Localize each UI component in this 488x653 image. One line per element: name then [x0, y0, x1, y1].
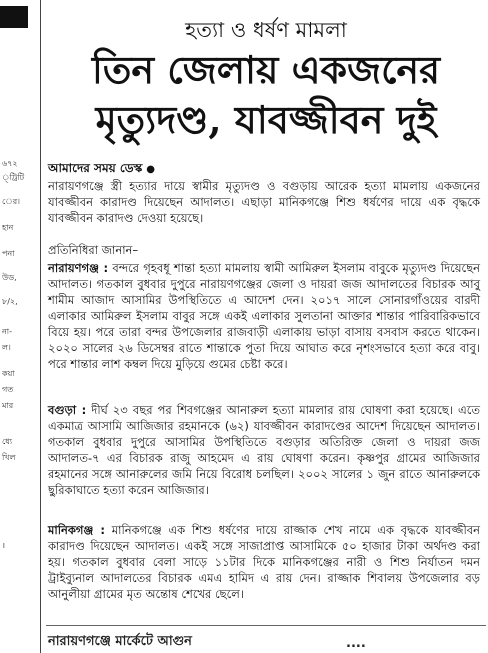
narayanganj-paragraph — [48, 260, 480, 372]
news-article — [46, 0, 486, 653]
intro-paragraph: নারায়ণগঞ্জে স্ত্রী হত্যার দায়ে স্বামীর মৃত্যুদণ্ড ও বগুড়ায় আরেক হত্যা মামলায় একজনের যাবজ্জীবন কারাদণ্ড দিয়েছেন আদালত। এছাড়া মানিকগঞ্জে শিশু ধর্ষণের দায়ে এক বৃদ্ধকে যাবজ্জীবন কারাদণ্ড দেওয়া হয়েছে। — [48, 179, 480, 225]
adjacent-fragment: ল। — [2, 343, 11, 352]
adjacent-fragment: গত — [2, 385, 14, 394]
next-article-headline: নারায়ণগঞ্জে মার্কেটে আগুন — [48, 634, 192, 649]
byline — [48, 160, 155, 180]
adjacent-fragment: ৬৭২ — [2, 159, 18, 168]
adjacent-column-strip — [0, 0, 41, 653]
adjacent-fragment: উড, — [2, 273, 17, 282]
byline-bullet-icon: ● — [146, 164, 155, 175]
adjacent-fragment: । — [2, 541, 6, 550]
adjacent-fragment: মার — [2, 401, 14, 410]
adjacent-fragment: না- — [2, 327, 12, 336]
adjacent-fragment: ৮/২, — [2, 297, 18, 306]
manikganj-dateline: মানিকগঞ্জ : — [48, 523, 105, 537]
adjacent-fragment: হান — [2, 223, 14, 232]
bogura-dateline: বগুড়া : — [48, 403, 87, 417]
section-divider — [46, 625, 486, 626]
bogura-text: দীর্ঘ ২৩ বছর পর শিবগঞ্জের আনারুল হত্যা মামলার রায় ঘোষণা করা হয়েছে। এতে একমাত্র আসামি আজিজার রহমানকে (৬২) যাবজ্জীবন কারাদণ্ডের আদেশ দিয়েছেন আদালত। গতকাল বুধবার দুপুরে আসামির উপস্থিতিতে বগুড়ার অতিরিক্ত জেলা ও দায়রা জজ আদালত-৭ এর বিচারক রাজু আহমেদ এ রায় ঘোষণা করেন। কৃষ্ণপুর গ্রামের আজিজার রহমানের সঙ্গে আনারুলের জমি নিয়ে বিরোধ চলছিল। ২০০২ সালের ১ জুন রাতে আনারুলকে ছুরিকাঘাতে হত্যা করেন আজিজার। — [48, 403, 481, 497]
narayanganj-text: বন্দরে গৃহবধূ শান্তা হত্যা মামলায় স্বামী আমিরুল ইসলাম বাবুকে মৃত্যুদণ্ড দিয়েছেন আদালত। গতকাল বুধবার দুপুরে নারায়ণগঞ্জের জেলা ও দায়রা জজ আদালতের বিচারক আবু শামীম আজাদ আসামির উপস্থিতিতে এ আদেশ দেন। ২০১৭ সালে সোনারগাঁওয়ের বারদী এলাকার আমিরুল ইসলাম বাবুর সঙ্গে একই এলাকার সুলতানা আক্তার শান্তার পারিবারিকভাবে বিয়ে হয়। পরে তারা বন্দর উপজেলার রাজবাড়ী এলাকায় ভাড়া বাসায় বসবাস করতে থাকেন। ২০২০ সালের ২৬ ডিসেম্বর রাতে শান্তাকে পুতা দিয়ে আঘাত করে নৃশংসভাবে হত্যা করে বাবু। পরে শান্তার লাশ কম্বল দিয়ে মুড়িয়ে গুমের চেষ্টা করে। — [48, 261, 480, 371]
narayanganj-dateline: নারায়ণগঞ্জ : — [48, 261, 109, 275]
adjacent-fragment: ের। — [2, 197, 20, 206]
adjacent-fragment: পনা — [2, 249, 15, 258]
adjacent-fragment: খিল — [2, 453, 16, 462]
manikganj-text: মানিকগঞ্জে এক শিশু ধর্ষণের দায়ে রাজ্জাক শেখ নামে এক বৃদ্ধকে যাবজ্জীবন কারাদণ্ড দিয়েছেন আদালত। একই সঙ্গে সাজাপ্রাপ্ত আসামিকে ৫০ হাজার টাকা অর্থদণ্ড করা হয়। গতকাল বুধবার বেলা সাড়ে ১১টার দিকে মানিকগঞ্জের নারী ও শিশু নির্যাতন দমন ট্রাইব্যুনাল আদালতের বিচারক এমএ হামিদ এ রায় দেন। রাজ্জাক শিবালয় উপজেলার বড় আনুলীয়া গ্রামের মৃত অন্তোষ শেখের ছেলে। — [48, 523, 480, 601]
manikganj-paragraph — [48, 522, 480, 602]
adjacent-column-black-tab — [0, 6, 28, 28]
adjacent-fragment: ধ্যে — [2, 437, 13, 446]
article-kicker: হত্যা ও ধর্ষণ মামলা — [185, 18, 347, 42]
adjacent-fragment: কয়া — [2, 369, 15, 378]
reporters-line: প্রতিনিধিরা জানান– — [48, 243, 139, 257]
bogura-paragraph — [48, 402, 480, 498]
headline-line-2: মৃত্যুদণ্ড, যাবজ্জীবন দুই — [95, 97, 437, 142]
next-article-headline-2: .... — [346, 636, 366, 651]
byline-text: আমাদের সময় ডেস্ক — [48, 161, 143, 175]
adjacent-fragment: ্ট্রিটি — [2, 173, 25, 182]
headline-line-1: তিন জেলায় একজনের — [91, 47, 440, 92]
